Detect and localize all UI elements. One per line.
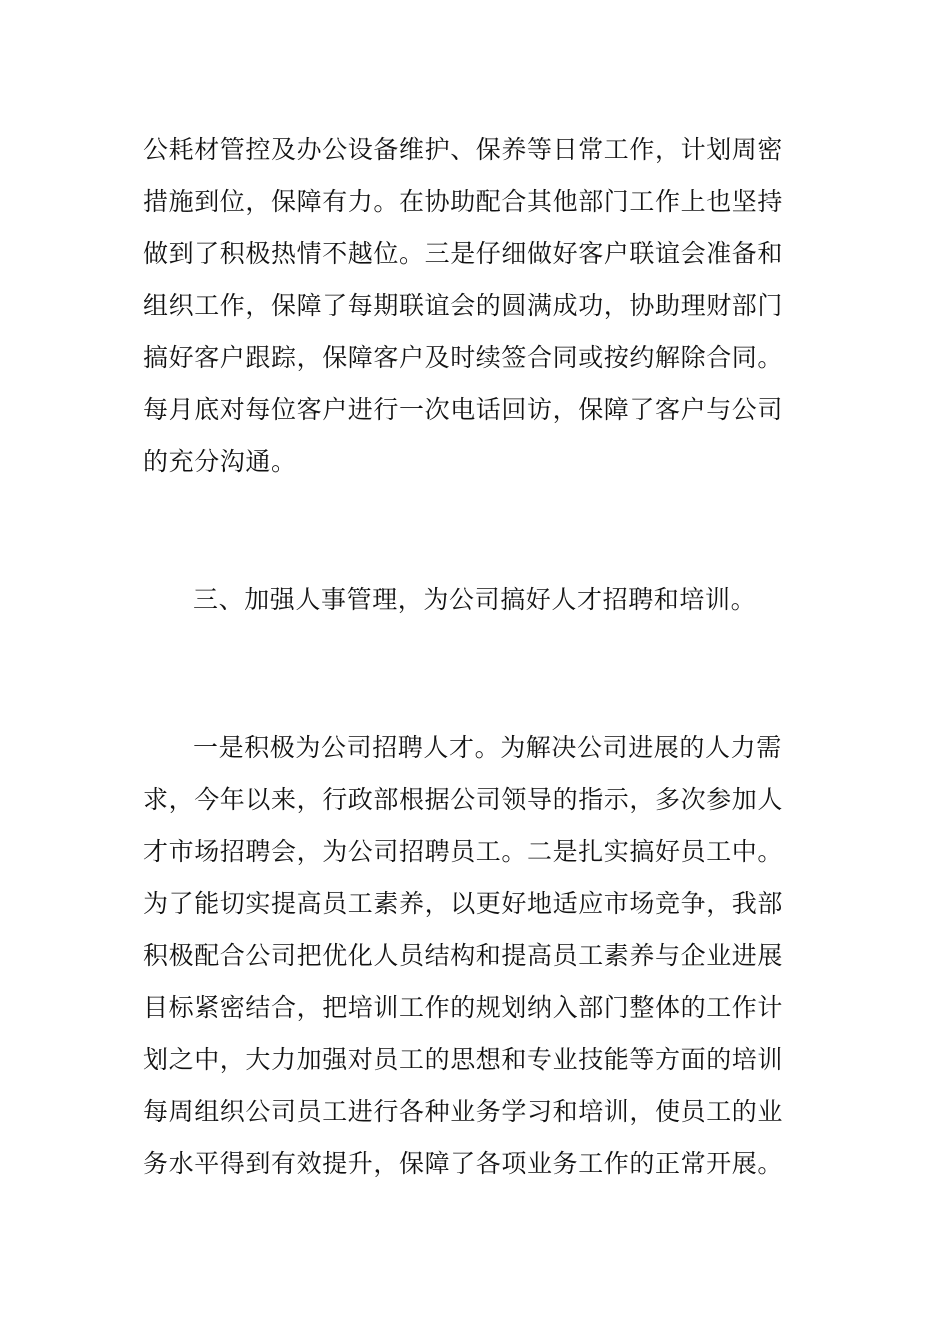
paragraph-line: 每月底对每位客户进行一次电话回访，保障了客户与公司 bbox=[143, 395, 784, 424]
paragraph-line: 公耗材管控及办公设备维护、保养等日常工作，计划周密 bbox=[143, 135, 784, 164]
paragraph-line: 做到了积极热情不越位。三是仔细做好客户联谊会准备和 bbox=[143, 239, 784, 268]
section-heading-text: 三、加强人事管理，为公司搞好人才招聘和培训。 bbox=[193, 585, 757, 614]
paragraph-line: 为了能切实提高员工素养，以更好地适应市场竞争，我部 bbox=[143, 889, 784, 918]
paragraph-line: 的充分沟通。 bbox=[143, 447, 297, 476]
paragraph-line: 组织工作，保障了每期联谊会的圆满成功，协助理财部门 bbox=[143, 291, 784, 320]
paragraph-line: 务水平得到有效提升，保障了各项业务工作的正常开展。 bbox=[143, 1149, 784, 1178]
paragraph-line: 措施到位，保障有力。在协助配合其他部门工作上也坚持 bbox=[143, 187, 784, 216]
paragraph-line: 划之中，大力加强对员工的思想和专业技能等方面的培训 bbox=[143, 1045, 784, 1074]
paragraph-line: 每周组织公司员工进行各种业务学习和培训，使员工的业 bbox=[143, 1097, 784, 1126]
paragraph-line: 求，今年以来，行政部根据公司领导的指示，多次参加人 bbox=[143, 785, 784, 814]
body-paragraph bbox=[143, 124, 813, 488]
section-heading bbox=[143, 574, 813, 626]
paragraph-line: 一是积极为公司招聘人才。为解决公司进展的人力需 bbox=[193, 733, 782, 762]
paragraph-line: 才市场招聘会，为公司招聘员工。二是扎实搞好员工中。 bbox=[143, 837, 784, 866]
body-paragraph bbox=[143, 722, 813, 1190]
paragraph-line: 目标紧密结合，把培训工作的规划纳入部门整体的工作计 bbox=[143, 993, 784, 1022]
paragraph-line: 搞好客户跟踪，保障客户及时续签合同或按约解除合同。 bbox=[143, 343, 784, 372]
paragraph-line: 积极配合公司把优化人员结构和提高员工素养与企业进展 bbox=[143, 941, 784, 970]
